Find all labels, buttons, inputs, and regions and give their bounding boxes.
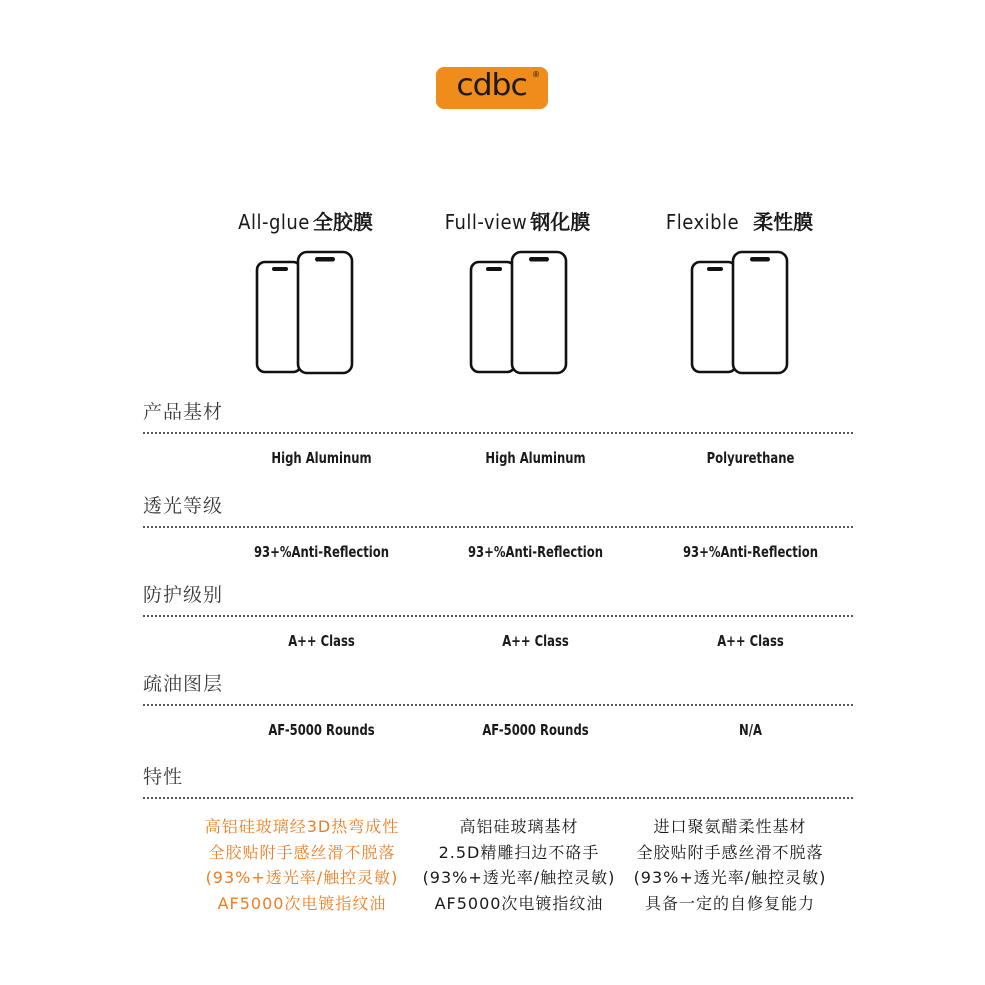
registered-mark: ®	[532, 70, 540, 79]
feature-line: 全胶贴附手感丝滑不脱落	[208, 842, 396, 862]
cell-oleophobic-flexible: N/A	[739, 721, 762, 739]
column-title-zh: 全胶膜	[312, 210, 373, 234]
row-divider	[143, 704, 853, 706]
column-title-zh: 钢化膜	[530, 210, 591, 234]
feature-line: 2.5D精雕扫边不硌手	[438, 842, 600, 862]
cell-material-all-glue: High Aluminum	[271, 449, 372, 467]
phones-icon	[690, 250, 790, 376]
row-divider	[143, 432, 853, 434]
feature-line: 全胶贴附手感丝滑不脱落	[636, 842, 824, 862]
cell-protection-full-view: A++ Class	[502, 632, 569, 650]
column-title-zh: 柔性膜	[753, 210, 814, 234]
column-title-en: Flexible	[665, 210, 740, 234]
column-title-full-view	[410, 207, 625, 237]
logo-wordmark: cdbc	[456, 68, 528, 103]
features-all-glue	[187, 814, 417, 916]
cell-transmittance-full-view: 93+%Anti-Reflection	[467, 543, 604, 561]
feature-line: 具备一定的自修复能力	[644, 893, 815, 913]
row-label-protection: 防护级别	[143, 584, 224, 606]
row-label-oleophobic: 疏油图层	[143, 673, 224, 695]
column-title-en: Full-view	[444, 210, 528, 234]
feature-line: 高铝硅玻璃基材	[459, 817, 579, 836]
column-title-en: All-glue	[238, 210, 310, 234]
feature-line: (93%+透光率/触控灵敏)	[205, 868, 399, 887]
row-divider	[143, 615, 853, 617]
feature-line: 高铝硅玻璃经3D热弯成性	[204, 817, 400, 836]
row-label-features: 特性	[143, 766, 184, 788]
cell-protection-all-glue: A++ Class	[288, 632, 355, 650]
features-full-view	[404, 814, 634, 916]
cell-material-flexible: Polyurethane	[706, 449, 795, 467]
cell-protection-flexible: A++ Class	[717, 632, 784, 650]
feature-line: (93%+透光率/触控灵敏)	[633, 868, 827, 887]
cell-oleophobic-full-view: AF-5000 Rounds	[482, 721, 589, 739]
features-flexible	[615, 814, 845, 916]
row-label-transmittance: 透光等级	[143, 495, 224, 517]
cell-material-full-view: High Aluminum	[485, 449, 586, 467]
feature-line: AF5000次电镀指纹油	[434, 893, 604, 913]
feature-line: 进口聚氨醋柔性基材	[653, 817, 807, 836]
cell-oleophobic-all-glue: AF-5000 Rounds	[268, 721, 375, 739]
cell-transmittance-all-glue: 93+%Anti-Reflection	[253, 543, 390, 561]
cell-transmittance-flexible: 93+%Anti-Reflection	[682, 543, 819, 561]
phones-icon	[255, 250, 355, 376]
column-title-flexible	[632, 207, 847, 237]
brand-logo	[436, 67, 548, 109]
feature-line: (93%+透光率/触控灵敏)	[422, 868, 616, 887]
row-label-material: 产品基材	[143, 401, 224, 423]
phones-icon	[469, 250, 569, 376]
column-title-all-glue	[198, 207, 413, 237]
feature-line: AF5000次电镀指纹油	[217, 893, 387, 913]
row-divider	[143, 526, 853, 528]
row-divider	[143, 797, 853, 799]
